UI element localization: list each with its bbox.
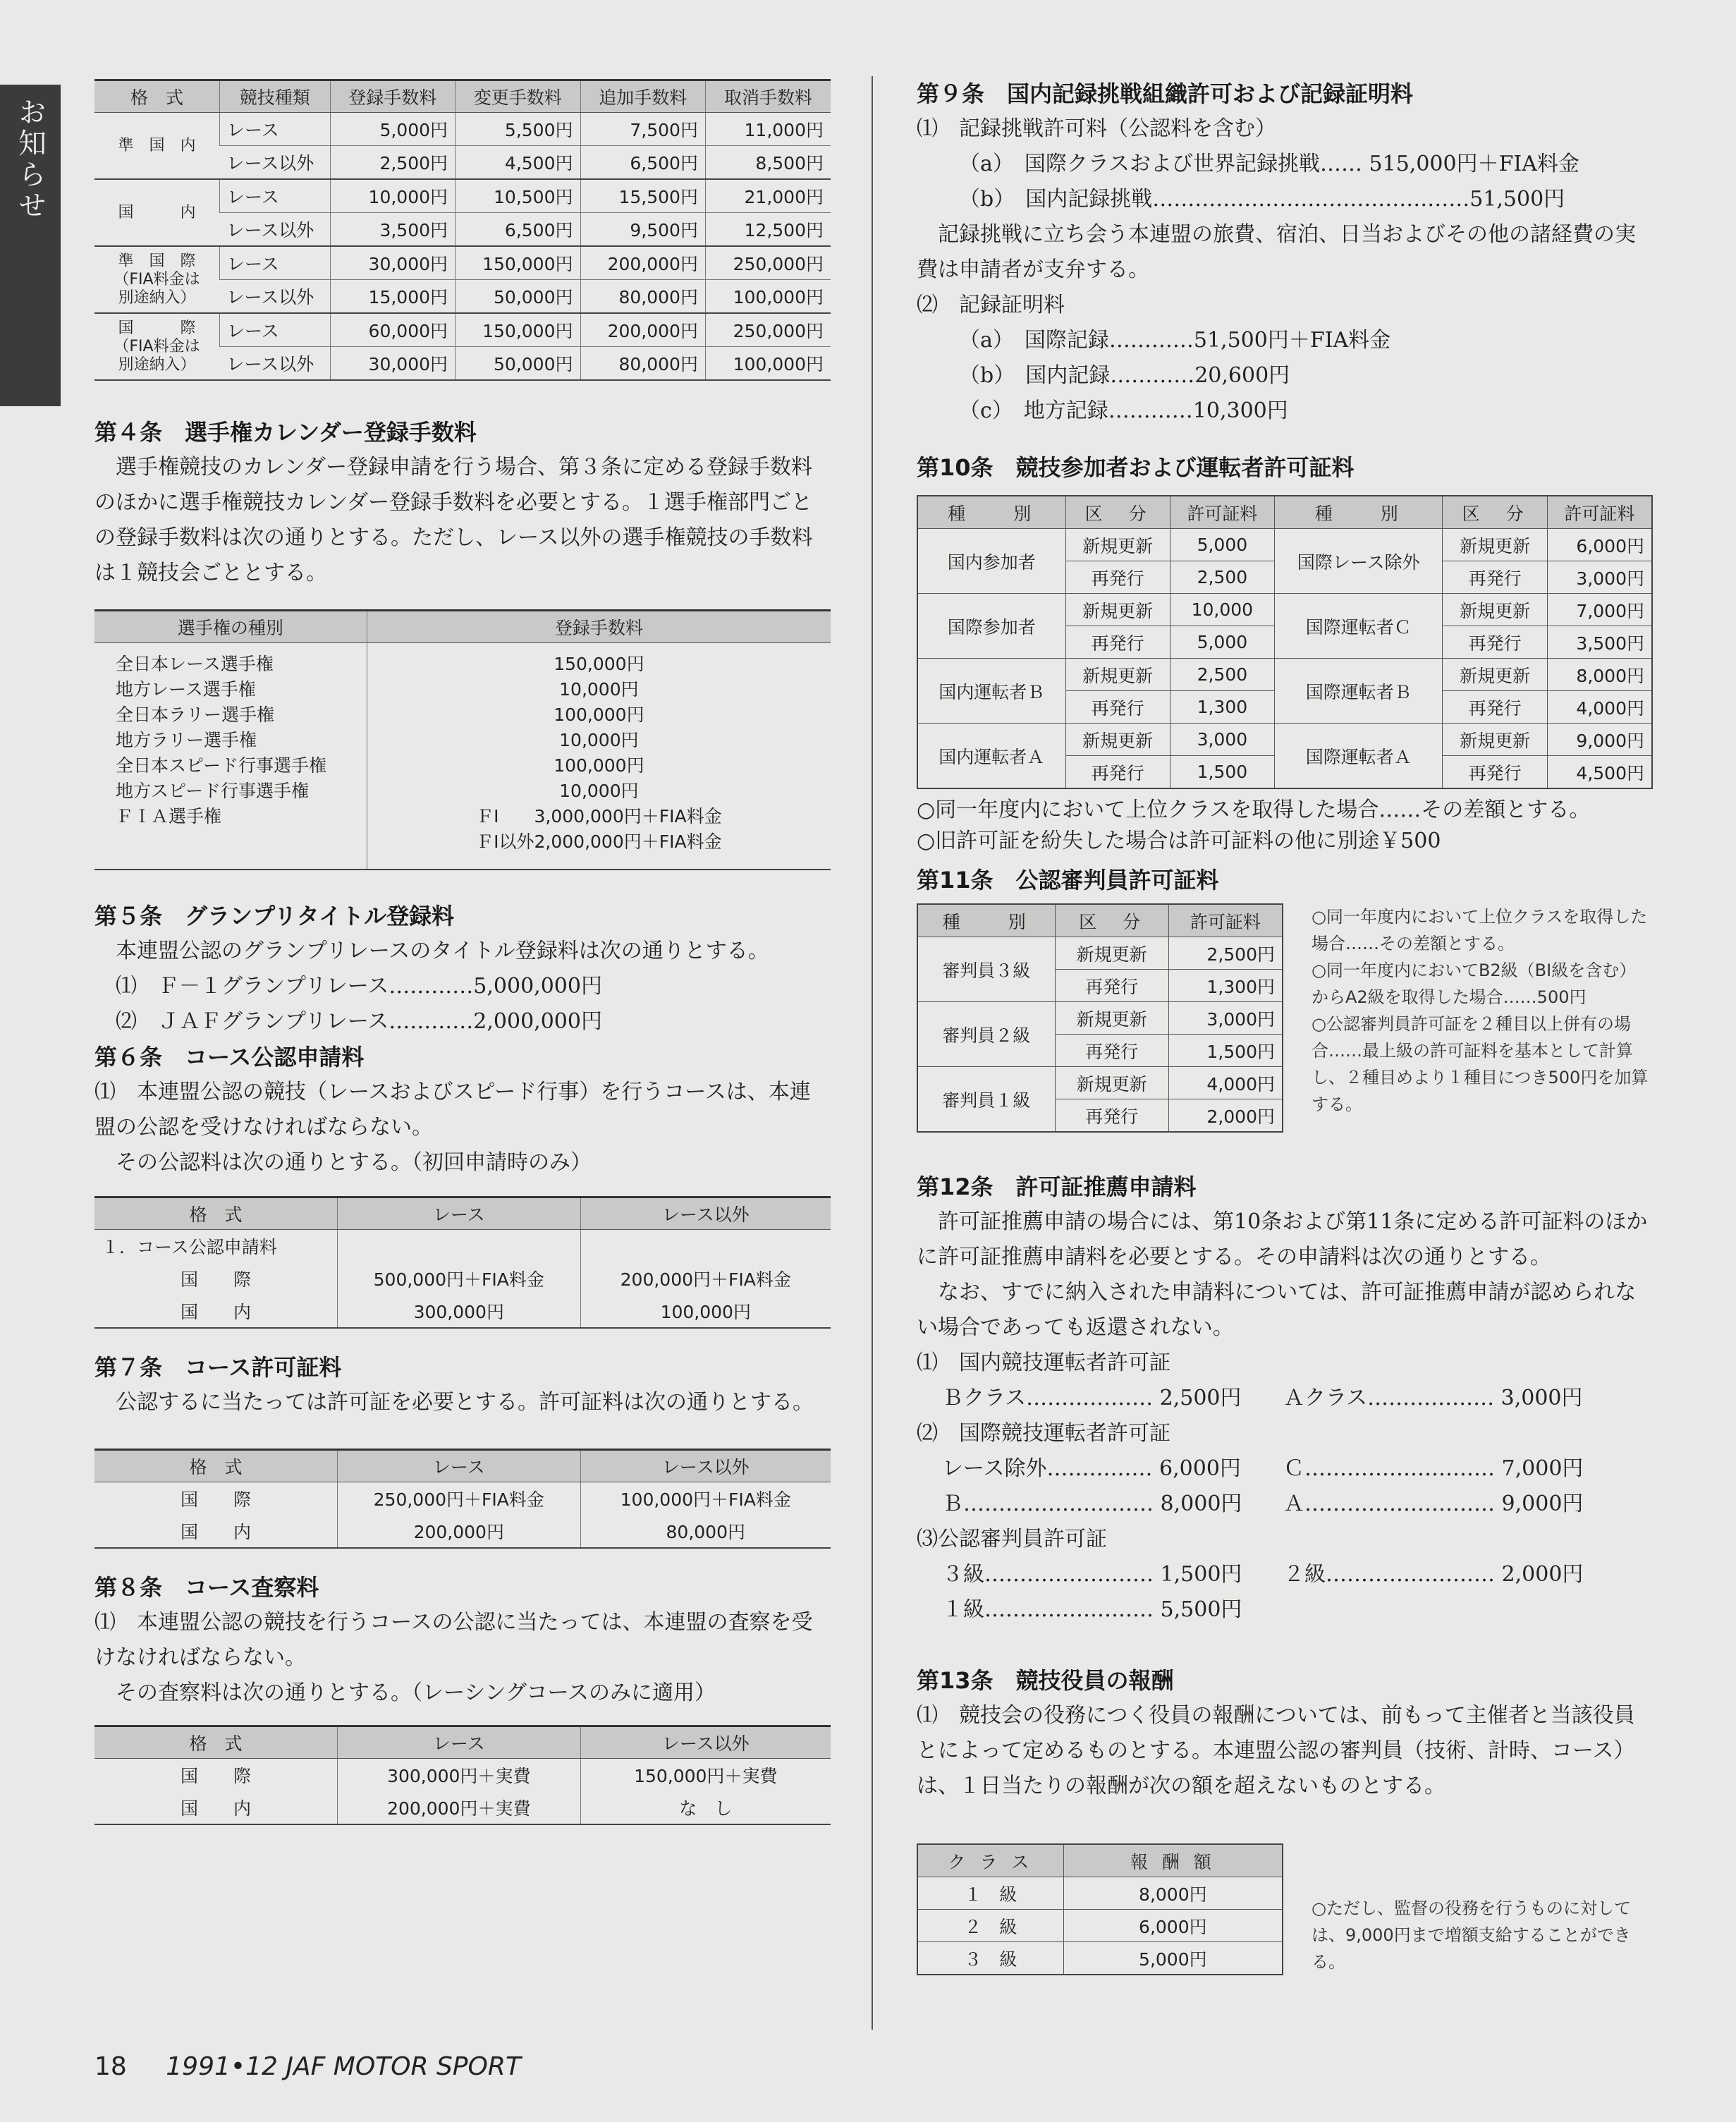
category-cell: 再発行	[1443, 756, 1547, 789]
championship-name: 全日本ラリー選手権	[116, 705, 275, 725]
column-header: 種 別	[917, 904, 1055, 937]
section-tab-label: お知らせ	[13, 97, 47, 221]
column-header: 種 別	[917, 496, 1065, 529]
article-11-title: 第11条 公認審判員許可証料	[917, 867, 1219, 894]
article-9-line: （c） 地方記録…………10,300円	[959, 398, 1288, 423]
fee-item	[1283, 1592, 1653, 1628]
fee-cell: 50,000円	[456, 280, 580, 314]
article-9-line: （b） 国内記録挑戦………………………………………51,500円	[959, 187, 1565, 212]
kind-cell: レース	[219, 113, 330, 146]
category-cell: 新規更新	[1443, 724, 1547, 756]
right-column	[917, 76, 1653, 1975]
fee-cell: 4,000円	[1168, 1067, 1283, 1099]
fee-cell: 4,500円	[456, 146, 580, 180]
table-row	[917, 724, 1652, 756]
category-cell: 新規更新	[1443, 659, 1547, 691]
fee-row	[917, 1557, 1653, 1592]
fee-item: レース除外…………… 6,000円	[942, 1456, 1241, 1481]
article-5-item: ⑴ Ｆ－１グランプリレース…………5,000,000円	[116, 974, 602, 999]
column-header: 登録手数料	[367, 611, 831, 643]
registration-fee-table	[94, 79, 831, 381]
fee-cell: 2,500円	[330, 146, 455, 180]
category-cell: 新規更新	[1055, 1067, 1168, 1099]
table-cell: 200,000円＋FIA料金	[580, 1262, 831, 1295]
category-cell: 再発行	[1055, 1035, 1168, 1067]
fee-cell: 4,500円	[1547, 756, 1652, 789]
fee-cell: 12,500円	[705, 213, 831, 247]
article-12-body: なお、すでに納入された申請料については、許可証推薦申請が認められない場合であっても返還されない。	[917, 1280, 1637, 1340]
license-type: 国際参加者	[917, 594, 1065, 659]
column-header: 登録手数料	[330, 80, 455, 113]
article-9-title: 第９条 国内記録挑戦組織許可および記録証明料	[917, 80, 1414, 107]
table-cell: 500,000円＋FIA料金	[338, 1262, 581, 1295]
table-cell: 100,000円	[580, 1295, 831, 1328]
license-type: 国際運転者Ｂ	[1274, 659, 1443, 724]
table-cell: 100,000円＋FIA料金	[580, 1482, 831, 1516]
article-13-note: ○ただし、監督の役務を行うものに対しては、9,000円まで増額支給することができる。	[1312, 1898, 1631, 1972]
column-header: 格 式	[94, 80, 219, 113]
column-header: 取消手数料	[705, 80, 831, 113]
fee-cell: 2,000円	[1168, 1099, 1283, 1133]
left-column	[94, 76, 831, 1825]
championship-fee: 150,000円	[554, 654, 644, 674]
article-6-body: その公認料は次の通りとする。（初回申請時のみ）	[116, 1150, 592, 1175]
license-type: 国際レース除外	[1274, 529, 1443, 594]
kind-cell: レース	[219, 179, 330, 213]
category-cell: 新規更新	[1055, 1002, 1168, 1035]
fee-cell: 2,500	[1170, 659, 1274, 691]
article-10-note: ○旧許可証を紛失した場合は許可証料の他に別途￥500	[917, 829, 1441, 853]
table-row	[917, 659, 1652, 691]
fee-cell: 80,000円	[580, 347, 705, 381]
fee-cell: 7,000円	[1547, 594, 1652, 626]
category-cell: 再発行	[1443, 561, 1547, 594]
category-cell: 再発行	[1065, 691, 1170, 724]
column-header: レース以外	[580, 1450, 831, 1482]
fee-cell: 250,000円	[705, 313, 831, 347]
table-cell: １．コース公認申請料	[102, 1237, 277, 1257]
fee-item: Ｂクラス……………… 2,500円	[942, 1386, 1242, 1410]
article-8-body: ⑴ 本連盟公認の競技を行うコースの公認に当たっては、本連盟の査察を受けなければならない。	[94, 1610, 813, 1670]
championship-fee: 10,000円	[559, 730, 639, 750]
fee-cell: 3,500円	[330, 213, 455, 247]
table-cell: 80,000円	[580, 1515, 831, 1548]
fee-item: Ａクラス……………… 3,000円	[1283, 1386, 1583, 1410]
article-13-title: 第13条 競技役員の報酬	[917, 1667, 1174, 1694]
kind-cell: レース以外	[219, 213, 330, 247]
article-9-line: ⑵ 記録証明料	[917, 293, 1065, 317]
category-cell: 新規更新	[1065, 529, 1170, 561]
article-5-item: ⑵ ＪＡＦグランプリレース…………2,000,000円	[116, 1009, 602, 1034]
fee-cell: 5,500円	[456, 113, 580, 146]
article-12-title: 第12条 許可証推薦申請料	[917, 1173, 1197, 1200]
article-8-title: 第８条 コース査察料	[94, 1574, 319, 1601]
table-cell: 200,000円	[338, 1515, 581, 1548]
kind-cell: レース以外	[219, 146, 330, 180]
fee-cell: 1,300	[1170, 691, 1274, 724]
fee-cell: 3,000	[1170, 724, 1274, 756]
fee-item: Ｃ……………………… 7,000円	[1283, 1456, 1584, 1481]
grade-cell: 国 内	[94, 179, 219, 246]
column-header: 格 式	[94, 1726, 338, 1759]
fee-cell: 4,000円	[1547, 691, 1652, 724]
column-header: 種 別	[1274, 496, 1443, 529]
fee-cell: 1,500	[1170, 756, 1274, 789]
fee-cell: 80,000円	[580, 280, 705, 314]
fee-item: Ａ……………………… 9,000円	[1283, 1492, 1584, 1516]
column-header: 報 酬 額	[1063, 1844, 1283, 1877]
championship-name: 全日本スピード行事選手権	[116, 755, 327, 776]
license-type: 国内運転者Ｂ	[917, 659, 1065, 724]
article-9-line: 記録挑戦に立ち会う本連盟の旅費、宿泊、日当およびその他の諸経費の実費は申請者が支弁する。	[917, 222, 1636, 282]
table-row	[94, 179, 831, 213]
table-row	[917, 594, 1652, 626]
championship-name: 全日本レース選手権	[116, 654, 274, 674]
category-cell: 再発行	[1443, 626, 1547, 659]
fee-cell: 250,000円	[705, 246, 831, 280]
table-cell: 300,000円＋実費	[338, 1759, 581, 1792]
championship-fee: ＦⅠ 3,000,000円＋FIA料金	[476, 806, 722, 827]
fee-cell: 30,000円	[330, 246, 455, 280]
page-number: 18	[94, 2052, 127, 2081]
column-header: 競技種類	[219, 80, 330, 113]
article-4-body: 選手権競技のカレンダー登録申請を行う場合、第３条に定める登録手数料のほかに選手権競技カレンダー登録手数料を必要とする。１選手権部門ごとの登録手数料は次の通りとする。ただし、レース以外の選手権競技の手数料は１競技会ごととする。	[94, 455, 813, 585]
column-header: 選手権の種別	[94, 611, 367, 643]
article-9-body	[917, 111, 1653, 429]
fee-cell: 5,000円	[330, 113, 455, 146]
fee-cell: 3,500円	[1547, 626, 1652, 659]
category-cell: 新規更新	[1065, 724, 1170, 756]
grade-cell: 準 国 際 （FIA料金は 別途納入）	[94, 246, 219, 313]
category-cell: 新規更新	[1443, 594, 1547, 626]
fee-cell: 9,000円	[1547, 724, 1652, 756]
category-cell: 再発行	[1055, 1099, 1168, 1133]
article-12-section: ⑴ 国内競技運転者許可証	[917, 1350, 1170, 1375]
class-cell: ３ 級	[917, 1942, 1063, 1975]
table-row	[917, 937, 1283, 970]
article-12-section: ⑶公認審判員許可証	[917, 1527, 1107, 1551]
article-4-title: 第４条 選手権カレンダー登録手数料	[94, 419, 477, 446]
championship-name: 地方ラリー選手権	[116, 730, 257, 750]
column-header: レース	[338, 1197, 581, 1230]
fee-cell: 15,500円	[580, 179, 705, 213]
fee-cell: 30,000円	[330, 347, 455, 381]
reward-cell: 5,000円	[1063, 1942, 1283, 1975]
article-10-note: ○同一年度内において上位クラスを取得した場合……その差額とする。	[917, 798, 1591, 822]
championship-name	[116, 829, 346, 855]
fee-row	[917, 1487, 1653, 1522]
license-type: 国内参加者	[917, 529, 1065, 594]
championship-name: 地方スピード行事選手権	[116, 781, 310, 801]
table-cell: 国 内	[94, 1791, 338, 1824]
fee-cell: 10,000	[1170, 594, 1274, 626]
column-header: 許可証料	[1168, 904, 1283, 937]
column-header: 許可証料	[1170, 496, 1274, 529]
article-9-line: ⑴ 記録挑戦許可料（公認料を含む）	[917, 116, 1276, 141]
article-8-body: その査察料は次の通りとする。（レーシングコースのみに適用）	[116, 1681, 716, 1705]
category-cell: 再発行	[1443, 691, 1547, 724]
fee-cell: 2,500円	[1168, 937, 1283, 970]
table-row	[917, 1910, 1283, 1942]
grade-cell: 国 際 （FIA料金は 別途納入）	[94, 313, 219, 380]
fee-cell: 150,000円	[456, 246, 580, 280]
category-cell: 再発行	[1065, 561, 1170, 594]
reward-cell: 6,000円	[1063, 1910, 1283, 1942]
table-row	[917, 1067, 1283, 1099]
fee-cell: 21,000円	[705, 179, 831, 213]
championship-fee: 100,000円	[554, 705, 644, 725]
fee-cell: 5,000	[1170, 529, 1274, 561]
fee-cell: 8,000円	[1547, 659, 1652, 691]
column-header: 変更手数料	[456, 80, 580, 113]
license-type: 国内運転者Ａ	[917, 724, 1065, 789]
course-inspection-fee-table	[94, 1725, 831, 1825]
article-13-body: ⑴ 競技会の役務につく役員の報酬については、前もって主催者と当該役員とによって定めるものとする。本連盟公認の審判員（技術、計時、コース）は、１日当たりの報酬が次の額を超えないものとする。	[917, 1703, 1635, 1798]
license-type: 国際運転者Ｃ	[1274, 594, 1443, 659]
championship-fee-table	[94, 609, 831, 870]
class-cell: ２ 級	[917, 1910, 1063, 1942]
table-row	[917, 1942, 1283, 1975]
column-header: レース	[338, 1726, 581, 1759]
kind-cell: レース	[219, 313, 330, 347]
fee-cell: 9,500円	[580, 213, 705, 247]
column-header: 追加手数料	[580, 80, 705, 113]
column-header: 格 式	[94, 1450, 338, 1482]
table-cell: 国 際	[181, 1766, 252, 1786]
table-cell: 国 内	[94, 1515, 338, 1548]
column-header: ク ラ ス	[917, 1844, 1063, 1877]
column-divider	[872, 76, 873, 2030]
kind-cell: レース以外	[219, 347, 330, 381]
official-grade: 審判員２級	[917, 1002, 1055, 1067]
fee-cell: 60,000円	[330, 313, 455, 347]
championship-name: 地方レース選手権	[116, 679, 256, 700]
article-12-rows	[917, 1451, 1653, 1522]
table-cell: な し	[580, 1791, 831, 1824]
fee-cell: 11,000円	[705, 113, 831, 146]
course-permit-fee-table	[94, 1449, 831, 1549]
table-cell: 国 内	[94, 1295, 338, 1328]
fee-item: ２級…………………… 2,000円	[1283, 1562, 1584, 1587]
table-cell: 200,000円＋実費	[338, 1791, 581, 1824]
official-grade: 審判員３級	[917, 937, 1055, 1002]
article-7-body: 公認するに当たっては許可証を必要とする。許可証料は次の通りとする。	[116, 1390, 814, 1415]
article-5-title: 第５条 グランプリタイトル登録料	[94, 903, 455, 929]
championship-fee: 10,000円	[559, 781, 639, 801]
column-header: 区 分	[1055, 904, 1168, 937]
category-cell: 新規更新	[1065, 594, 1170, 626]
fee-cell: 1,500円	[1168, 1035, 1283, 1067]
article-6-title: 第６条 コース公認申請料	[94, 1044, 365, 1071]
fee-cell: 5,000	[1170, 626, 1274, 659]
fee-item: １級…………………… 5,500円	[942, 1597, 1242, 1622]
page-footer	[94, 2052, 521, 2081]
table-cell: 300,000円	[338, 1295, 581, 1328]
table-cell: 国 際	[181, 1489, 252, 1510]
category-cell: 再発行	[1065, 626, 1170, 659]
grade-cell: 準 国 内	[94, 113, 219, 180]
fee-item: ３級…………………… 1,500円	[942, 1562, 1242, 1587]
category-cell: 新規更新	[1065, 659, 1170, 691]
license-fee-table	[917, 495, 1653, 789]
article-12-section: ⑵ 国際競技運転者許可証	[917, 1421, 1170, 1446]
article-11-notes: ○同一年度内において上位クラスを取得した場合……その差額とする。 ○同一年度内においてB2級（BⅠ級を含む）からA2級を取得した場合……500円 ○公認審判員許可証を２種目以上併有の場合……最上級の許可証料を基本として計算し、２種目めより１種目につき500円を加算する。	[1312, 907, 1649, 1114]
fee-cell: 1,300円	[1168, 970, 1283, 1002]
table-cell: 250,000円＋FIA料金	[338, 1482, 581, 1516]
fee-row	[917, 1592, 1653, 1628]
fee-cell: 6,000円	[1547, 529, 1652, 561]
column-header: 許可証料	[1547, 496, 1652, 529]
fee-cell: 200,000円	[580, 246, 705, 280]
championship-fee: ＦⅠ以外2,000,000円＋FIA料金	[476, 831, 722, 852]
fee-row	[917, 1381, 1653, 1416]
column-header: 区 分	[1443, 496, 1547, 529]
fee-cell: 8,500円	[705, 146, 831, 180]
class-cell: １ 級	[917, 1877, 1063, 1910]
official-license-fee-table	[917, 903, 1283, 1133]
course-approval-fee-table	[94, 1196, 831, 1329]
article-5-body: 本連盟公認のグランプリレースのタイトル登録料は次の通りとする。	[116, 939, 769, 963]
fee-cell: 10,500円	[456, 179, 580, 213]
section-tab	[0, 85, 61, 406]
category-cell: 再発行	[1055, 970, 1168, 1002]
reward-cell: 8,000円	[1063, 1877, 1283, 1910]
fee-cell: 50,000円	[456, 347, 580, 381]
fee-cell: 3,000円	[1547, 561, 1652, 594]
column-header: 格 式	[94, 1197, 338, 1230]
article-12-rows	[917, 1557, 1653, 1628]
article-12-rows	[917, 1381, 1653, 1416]
fee-item: Ｂ……………………… 8,000円	[942, 1492, 1242, 1516]
article-7-title: 第７条 コース許可証料	[94, 1354, 342, 1381]
column-header: レース	[338, 1450, 581, 1482]
article-9-line: （a） 国際記録…………51,500円＋FIA料金	[959, 328, 1391, 353]
article-10-title: 第10条 競技参加者および運転者許可証料	[917, 454, 1355, 481]
article-9-line: （a） 国際クラスおよび世界記録挑戦…… 515,000円＋FIA料金	[959, 152, 1579, 176]
category-cell: 新規更新	[1055, 937, 1168, 970]
column-header: 区 分	[1065, 496, 1170, 529]
fee-cell: 3,000円	[1168, 1002, 1283, 1035]
table-cell: 150,000円＋実費	[580, 1759, 831, 1792]
category-cell: 新規更新	[1443, 529, 1547, 561]
article-12-body: 許可証推薦申請の場合には、第10条および第11条に定める許可証料のほかに許可証推薦申請料を必要とする。その申請料は次の通りとする。	[917, 1209, 1648, 1269]
official-grade: 審判員１級	[917, 1067, 1055, 1133]
kind-cell: レース	[219, 246, 330, 280]
fee-row	[917, 1451, 1653, 1487]
table-row	[94, 246, 831, 280]
championship-fee: 10,000円	[559, 679, 639, 700]
table-cell: 国 際	[181, 1269, 252, 1290]
fee-cell: 100,000円	[705, 347, 831, 381]
article-6-body: ⑴ 本連盟公認の競技（レースおよびスピード行事）を行うコースは、本連盟の公認を受けなければならない。	[94, 1080, 811, 1140]
official-reward-table	[917, 1843, 1283, 1975]
table-row	[917, 1002, 1283, 1035]
championship-fee: 100,000円	[554, 755, 644, 776]
publication-name: 1991•12 JAF MOTOR SPORT	[166, 2052, 521, 2081]
fee-cell: 100,000円	[705, 280, 831, 314]
championship-name: ＦＩＡ選手権	[116, 806, 222, 827]
table-row	[917, 529, 1652, 561]
column-header: レース以外	[580, 1726, 831, 1759]
column-header: レース以外	[580, 1197, 831, 1230]
table-row	[94, 113, 831, 146]
fee-cell: 6,500円	[456, 213, 580, 247]
license-type: 国際運転者Ａ	[1274, 724, 1443, 789]
fee-cell: 7,500円	[580, 113, 705, 146]
fee-cell: 200,000円	[580, 313, 705, 347]
table-row	[917, 1877, 1283, 1910]
article-9-line: （b） 国内記録…………20,600円	[959, 363, 1290, 388]
fee-cell: 10,000円	[330, 179, 455, 213]
fee-cell: 150,000円	[456, 313, 580, 347]
table-row	[94, 313, 831, 347]
category-cell: 再発行	[1065, 756, 1170, 789]
fee-cell: 6,500円	[580, 146, 705, 180]
fee-cell: 15,000円	[330, 280, 455, 314]
kind-cell: レース以外	[219, 280, 330, 314]
fee-cell: 2,500	[1170, 561, 1274, 594]
